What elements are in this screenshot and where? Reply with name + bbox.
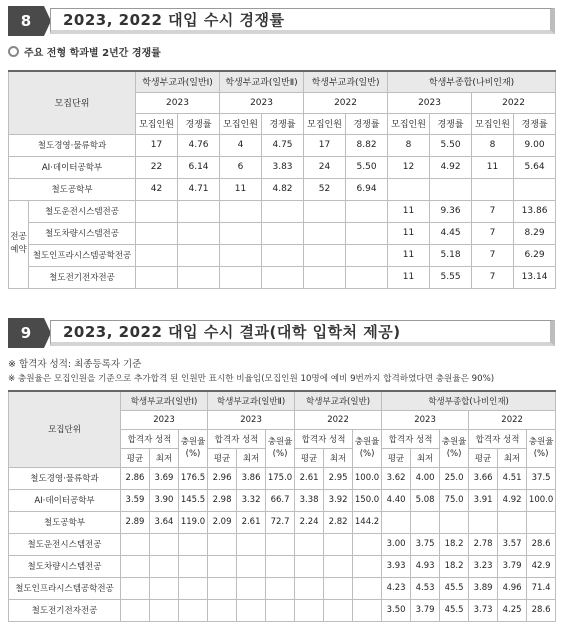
section-title-box (50, 8, 555, 34)
table-cell (262, 244, 304, 266)
header-min: 최저 (150, 448, 179, 467)
table-cell (262, 222, 304, 244)
table-row (9, 533, 556, 555)
table-cell (388, 178, 430, 200)
header-score: 합격자 성적 (382, 429, 440, 448)
table-cell: 2.98 (208, 489, 237, 511)
header-group: 학생부교과(일반Ⅰ) (136, 71, 220, 92)
table-cell (266, 555, 295, 577)
table-cell: 11 (388, 266, 430, 288)
table-cell: 6.29 (514, 244, 556, 266)
table-cell: 4.45 (430, 222, 472, 244)
table-cell (353, 599, 382, 621)
table-cell: 3.38 (295, 489, 324, 511)
table-cell (178, 222, 220, 244)
admission-result-table (8, 390, 556, 622)
header-sub: 모집인원 (472, 113, 514, 134)
table-cell: 7 (472, 200, 514, 222)
table-cell: 4.25 (498, 599, 527, 621)
table-cell: 176.5 (179, 467, 208, 489)
table-cell (514, 178, 556, 200)
table-cell (440, 511, 469, 533)
header-score: 합격자 성적 (208, 429, 266, 448)
table-cell: 18.2 (440, 533, 469, 555)
table-cell: 2.78 (469, 533, 498, 555)
header-avg: 평균 (469, 448, 498, 467)
table-cell: 11 (220, 178, 262, 200)
header-sub: 경쟁률 (346, 113, 388, 134)
header-sub: 경쟁률 (262, 113, 304, 134)
table-cell: 28.6 (527, 533, 556, 555)
table-cell: 5.50 (346, 156, 388, 178)
table-cell (266, 533, 295, 555)
table-cell: 3.64 (150, 511, 179, 533)
table-cell: 145.5 (179, 489, 208, 511)
table-cell: 2.24 (295, 511, 324, 533)
table-cell: 8.29 (514, 222, 556, 244)
table-cell: 3.00 (382, 533, 411, 555)
section-9-header (8, 318, 555, 348)
table-cell: 2.61 (295, 467, 324, 489)
row-label: 철도인프라시스템공학전공 (29, 244, 136, 266)
table-cell (136, 200, 178, 222)
table-cell (430, 178, 472, 200)
table-cell: 3.57 (498, 533, 527, 555)
table-cell: 25.0 (440, 467, 469, 489)
table-cell (304, 222, 346, 244)
table-cell: 2.09 (208, 511, 237, 533)
header-year: 2022 (472, 92, 556, 113)
table-cell (136, 266, 178, 288)
table-cell: 18.2 (440, 555, 469, 577)
table-cell: 100.0 (527, 489, 556, 511)
table-cell (324, 577, 353, 599)
section-title: 2023, 2022 대입 수시 결과(대학 입학처 제공) (63, 323, 401, 341)
table-cell (304, 266, 346, 288)
header-score: 합격자 성적 (469, 429, 527, 448)
header-group: 학생부종합(나비인재) (388, 71, 556, 92)
row-label: 철도운전시스템전공 (9, 533, 121, 555)
table-body (9, 134, 556, 288)
table-cell: 4.53 (411, 577, 440, 599)
table-cell (346, 200, 388, 222)
table-cell (304, 244, 346, 266)
table-cell: 3.89 (469, 577, 498, 599)
table-cell: 4.96 (498, 577, 527, 599)
table-cell (262, 266, 304, 288)
table-row (9, 555, 556, 577)
table-cell: 3.62 (382, 467, 411, 489)
competition-rate-table (8, 70, 556, 289)
table-cell: 3.79 (498, 555, 527, 577)
table-cell: 37.5 (527, 467, 556, 489)
table-row (9, 222, 556, 244)
table-cell (121, 533, 150, 555)
table-cell (178, 200, 220, 222)
table-cell: 5.18 (430, 244, 472, 266)
table-cell (121, 577, 150, 599)
table-cell: 71.4 (527, 577, 556, 599)
table-cell: 52 (304, 178, 346, 200)
header-min: 최저 (237, 448, 266, 467)
table-cell: 3.32 (237, 489, 266, 511)
table-cell: 17 (136, 134, 178, 156)
header-year: 2023 (121, 410, 208, 429)
table-row (9, 134, 556, 156)
header-avg: 평균 (382, 448, 411, 467)
header-year: 2023 (208, 410, 295, 429)
header-sub: 모집인원 (388, 113, 430, 134)
table-cell (237, 577, 266, 599)
table-cell: 4.75 (262, 134, 304, 156)
table-cell (295, 599, 324, 621)
table-cell (237, 599, 266, 621)
table-cell: 4.92 (498, 489, 527, 511)
table-cell (179, 555, 208, 577)
header-min: 최저 (324, 448, 353, 467)
table-cell: 3.93 (382, 555, 411, 577)
table-cell: 45.5 (440, 577, 469, 599)
table-cell (178, 244, 220, 266)
table-cell (178, 266, 220, 288)
table-row (9, 156, 556, 178)
row-label: 철도차량시스템전공 (9, 555, 121, 577)
table-cell (346, 222, 388, 244)
table-cell (136, 222, 178, 244)
table-cell: 5.50 (430, 134, 472, 156)
header-sub: 경쟁률 (178, 113, 220, 134)
section-8-header (8, 6, 555, 36)
table-cell: 4 (220, 134, 262, 156)
table-row (9, 467, 556, 489)
header-sub: 경쟁률 (514, 113, 556, 134)
header-year: 2022 (469, 410, 556, 429)
row-label: 철도공학부 (9, 178, 136, 200)
table-cell (179, 533, 208, 555)
table-cell: 2.61 (237, 511, 266, 533)
table-cell: 8 (472, 134, 514, 156)
table-cell: 72.7 (266, 511, 295, 533)
header-unit: 모집단위 (9, 71, 136, 134)
table-cell: 175.0 (266, 467, 295, 489)
table-cell (150, 533, 179, 555)
table-cell: 22 (136, 156, 178, 178)
header-year: 2022 (304, 92, 388, 113)
note-fill-rate: ※ 충원율은 모집인원을 기준으로 추가합격 된 인원만 표시한 비율임(모집인원 10명에 예비 9번까지 합격하였다면 충원율은 90%) (8, 374, 495, 384)
table-cell (121, 599, 150, 621)
table-row (9, 244, 556, 266)
header-fill-rate: 충원율(%) (353, 429, 382, 467)
table-cell: 3.75 (411, 533, 440, 555)
table-cell (382, 511, 411, 533)
table-cell: 8 (388, 134, 430, 156)
header-sub: 모집인원 (220, 113, 262, 134)
table-cell: 119.0 (179, 511, 208, 533)
table-cell: 4.92 (430, 156, 472, 178)
table-cell: 3.73 (469, 599, 498, 621)
header-group: 학생부교과(일반) (295, 391, 382, 410)
row-label: 철도경영·물류학과 (9, 467, 121, 489)
section-title-box (50, 320, 555, 346)
table-cell: 13.86 (514, 200, 556, 222)
table-cell: 100.0 (353, 467, 382, 489)
table-cell (411, 511, 440, 533)
table-cell (295, 577, 324, 599)
table-cell (150, 555, 179, 577)
table-cell (498, 511, 527, 533)
table-cell: 3.59 (121, 489, 150, 511)
header-group: 학생부교과(일반Ⅱ) (208, 391, 295, 410)
table-cell: 24 (304, 156, 346, 178)
table-cell: 8.82 (346, 134, 388, 156)
table-cell: 3.86 (237, 467, 266, 489)
header-avg: 평균 (295, 448, 324, 467)
table-cell: 4.71 (178, 178, 220, 200)
table-cell: 4.23 (382, 577, 411, 599)
table-cell (220, 266, 262, 288)
row-label: 철도전기전자전공 (9, 599, 121, 621)
header-unit: 모집단위 (9, 391, 121, 467)
table-cell: 5.55 (430, 266, 472, 288)
table-cell (353, 533, 382, 555)
table-cell: 2.95 (324, 467, 353, 489)
table-cell: 4.40 (382, 489, 411, 511)
table-cell: 150.0 (353, 489, 382, 511)
table-cell (220, 222, 262, 244)
table-cell (324, 599, 353, 621)
table-body (9, 467, 556, 621)
table-cell (266, 599, 295, 621)
header-sub: 모집인원 (304, 113, 346, 134)
header-fill-rate: 충원율(%) (179, 429, 208, 467)
table-row (9, 599, 556, 621)
table-cell (208, 555, 237, 577)
table-cell: 7 (472, 222, 514, 244)
row-label: 철도전기전자전공 (29, 266, 136, 288)
table-cell: 3.79 (411, 599, 440, 621)
table-cell (136, 244, 178, 266)
table-cell: 28.6 (527, 599, 556, 621)
table-cell: 6 (220, 156, 262, 178)
table-cell: 4.93 (411, 555, 440, 577)
table-cell: 4.51 (498, 467, 527, 489)
table-cell: 12 (388, 156, 430, 178)
table-cell: 2.89 (121, 511, 150, 533)
header-year: 2023 (220, 92, 304, 113)
table-cell (527, 511, 556, 533)
table-cell: 3.23 (469, 555, 498, 577)
table-cell: 3.83 (262, 156, 304, 178)
row-label: 철도차량시스템전공 (29, 222, 136, 244)
table-cell: 2.96 (208, 467, 237, 489)
table-subtitle (8, 44, 161, 59)
row-label: 철도공학부 (9, 511, 121, 533)
table-cell (179, 577, 208, 599)
table-cell: 42.9 (527, 555, 556, 577)
table-cell: 7 (472, 244, 514, 266)
header-score: 합격자 성적 (295, 429, 353, 448)
side-label: 전공예약 (9, 200, 29, 288)
table-cell (208, 599, 237, 621)
table-cell: 13.14 (514, 266, 556, 288)
table-cell: 9.36 (430, 200, 472, 222)
table-cell (353, 577, 382, 599)
table-row (9, 489, 556, 511)
table-cell (266, 577, 295, 599)
table-cell: 2.86 (121, 467, 150, 489)
table-cell (237, 555, 266, 577)
table-cell (208, 577, 237, 599)
row-label: 철도경영·물류학과 (9, 134, 136, 156)
table-cell: 75.0 (440, 489, 469, 511)
table-cell (179, 599, 208, 621)
table-row (9, 266, 556, 288)
table-row (9, 178, 556, 200)
circle-bullet-icon (8, 46, 19, 57)
table-cell: 6.14 (178, 156, 220, 178)
table-cell (208, 533, 237, 555)
section-title: 2023, 2022 대입 수시 경쟁률 (63, 11, 285, 29)
table-cell: 2.82 (324, 511, 353, 533)
header-avg: 평균 (208, 448, 237, 467)
header-group: 학생부교과(일반) (304, 71, 388, 92)
table-cell: 5.64 (514, 156, 556, 178)
row-label: 철도운전시스템전공 (29, 200, 136, 222)
header-year: 2022 (295, 410, 382, 429)
table-cell: 17 (304, 134, 346, 156)
table-cell (324, 555, 353, 577)
header-fill-rate: 충원율(%) (527, 429, 556, 467)
table-cell: 4.82 (262, 178, 304, 200)
header-year: 2023 (388, 92, 472, 113)
table-cell (220, 244, 262, 266)
table-cell: 9.00 (514, 134, 556, 156)
header-group: 학생부교과(일반Ⅰ) (121, 391, 208, 410)
table-cell: 144.2 (353, 511, 382, 533)
table-cell: 5.08 (411, 489, 440, 511)
subtitle-text: 주요 전형 학과별 2년간 경쟁률 (24, 48, 161, 59)
table-cell (469, 511, 498, 533)
table-cell (295, 555, 324, 577)
table-cell (346, 244, 388, 266)
header-year: 2023 (136, 92, 220, 113)
note-score: ※ 합격자 성적: 최종등록자 기준 (8, 359, 142, 370)
header-min: 최저 (498, 448, 527, 467)
table-cell: 3.91 (469, 489, 498, 511)
header-sub: 모집인원 (136, 113, 178, 134)
header-group: 학생부교과(일반Ⅱ) (220, 71, 304, 92)
section-number: 9 (8, 318, 44, 348)
table-cell (121, 555, 150, 577)
table-cell (353, 555, 382, 577)
table-cell: 3.69 (150, 467, 179, 489)
table-cell: 6.94 (346, 178, 388, 200)
header-score: 합격자 성적 (121, 429, 179, 448)
table-row (9, 200, 556, 222)
row-label: AI·데이터공학부 (9, 489, 121, 511)
table-row (9, 511, 556, 533)
table-row (9, 577, 556, 599)
table-cell: 66.7 (266, 489, 295, 511)
header-fill-rate: 충원율(%) (266, 429, 295, 467)
table-cell (237, 533, 266, 555)
table-cell: 42 (136, 178, 178, 200)
header-fill-rate: 충원율(%) (440, 429, 469, 467)
table-cell: 11 (472, 156, 514, 178)
table-cell: 4.76 (178, 134, 220, 156)
table-cell: 3.50 (382, 599, 411, 621)
row-label: AI·데이터공학부 (9, 156, 136, 178)
header-group: 학생부종합(나비인재) (382, 391, 556, 410)
table-cell: 45.5 (440, 599, 469, 621)
table-cell: 3.92 (324, 489, 353, 511)
table-cell: 3.90 (150, 489, 179, 511)
table-cell: 11 (388, 244, 430, 266)
table-cell (295, 533, 324, 555)
table-cell: 11 (388, 200, 430, 222)
row-label: 철도인프라시스템공학전공 (9, 577, 121, 599)
table-cell (262, 200, 304, 222)
header-year: 2023 (382, 410, 469, 429)
table-cell (304, 200, 346, 222)
table-cell (472, 178, 514, 200)
header-min: 최저 (411, 448, 440, 467)
section-number: 8 (8, 6, 44, 36)
table-cell (346, 266, 388, 288)
table-cell (150, 599, 179, 621)
table-cell (324, 533, 353, 555)
table-cell: 3.66 (469, 467, 498, 489)
table-cell (220, 200, 262, 222)
table-cell: 7 (472, 266, 514, 288)
table-cell (150, 577, 179, 599)
header-sub: 경쟁률 (430, 113, 472, 134)
table-cell: 11 (388, 222, 430, 244)
table-cell: 4.00 (411, 467, 440, 489)
header-avg: 평균 (121, 448, 150, 467)
